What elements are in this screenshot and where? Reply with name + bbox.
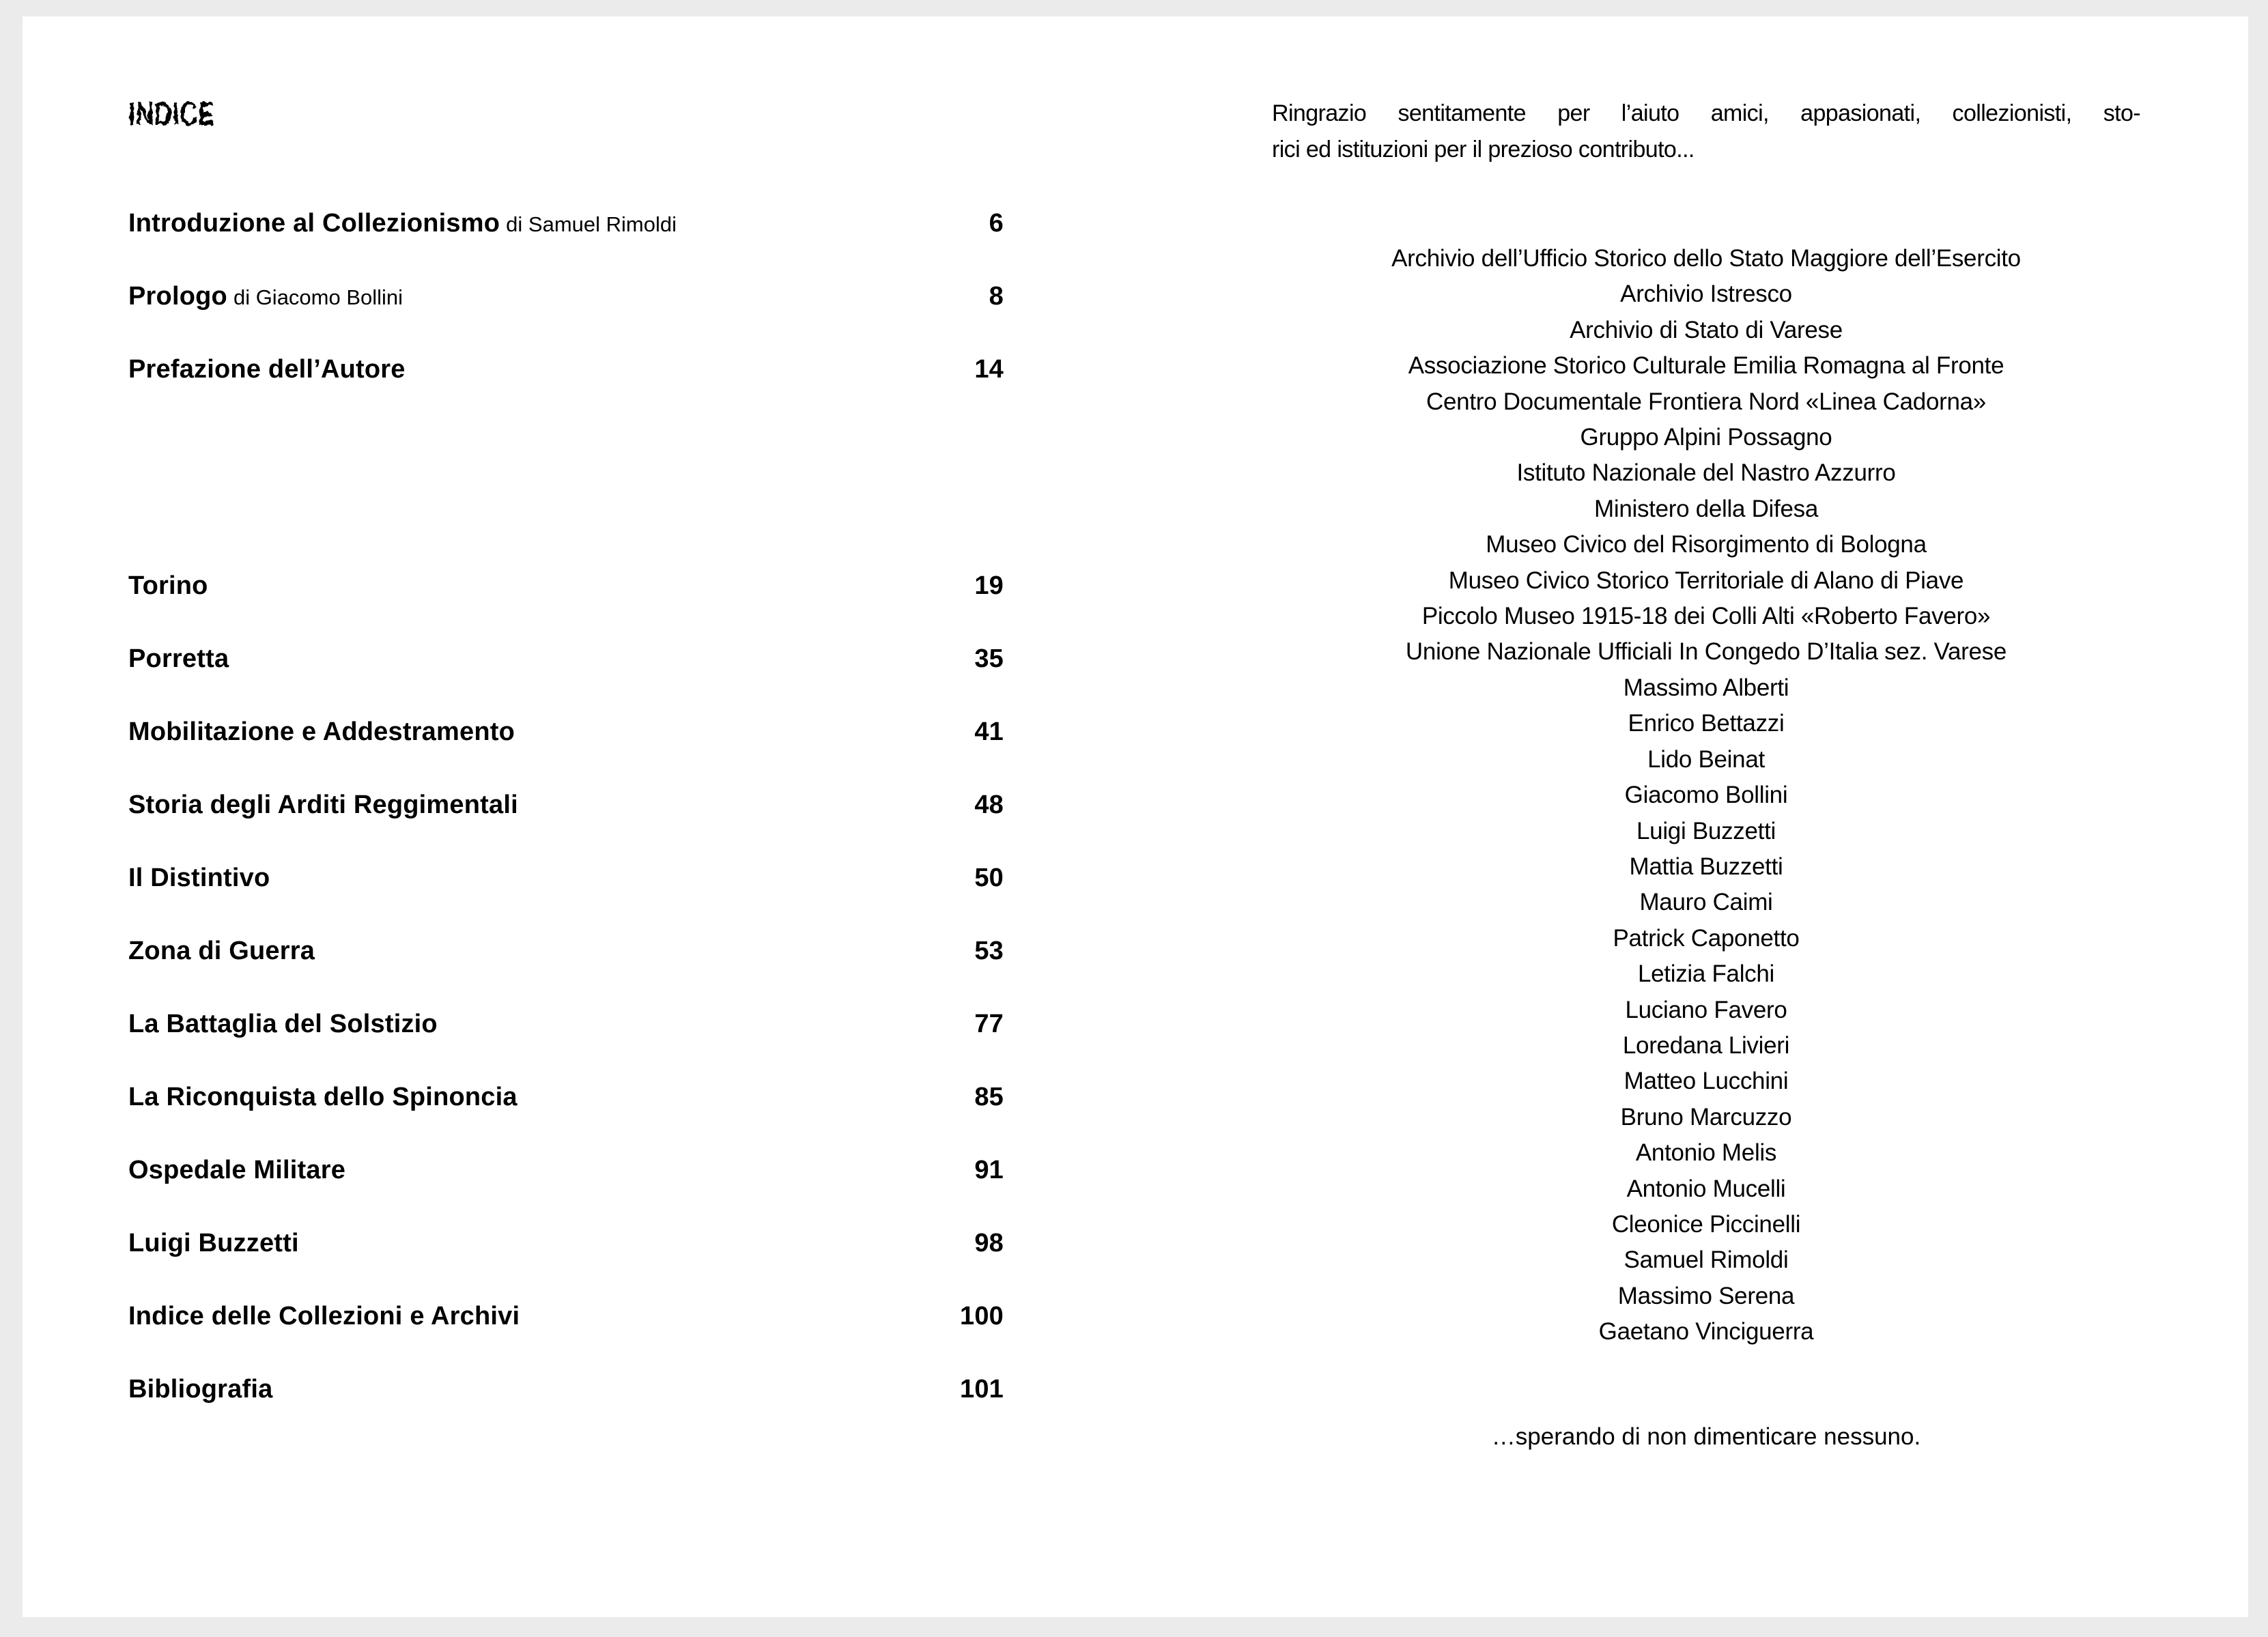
toc-entry-page-number: 19 xyxy=(974,571,1004,600)
acknowledgment-item: Gruppo Alpini Possagno xyxy=(1580,424,1832,451)
toc-entry-title-group xyxy=(128,1303,526,1330)
acknowledgment-item: Associazione Storico Culturale Emilia Romagna al Fronte xyxy=(1408,352,2004,380)
toc-entry xyxy=(128,1230,1004,1257)
toc-entry-page-number: 48 xyxy=(974,791,1004,819)
toc-entry xyxy=(128,1011,1004,1038)
toc-entry-page-number: 100 xyxy=(959,1302,1004,1330)
toc-entry-page-number: 14 xyxy=(974,355,1004,384)
toc-entry-page-number: 8 xyxy=(989,282,1004,311)
toc-entry-title: Indice delle Collezioni e Archivi xyxy=(128,1302,520,1330)
toc-entry-title: Il Distintivo xyxy=(128,864,270,892)
acknowledgment-item: Archivio di Stato di Varese xyxy=(1570,316,1843,343)
acknowledgment-item: Letizia Falchi xyxy=(1637,960,1775,988)
toc-entry-title-group xyxy=(128,1011,444,1038)
toc-entry-title: Mobilitazione e Addestramento xyxy=(128,717,515,746)
index-title xyxy=(123,95,328,156)
acknowledgment-item: Lido Beinat xyxy=(1647,745,1765,773)
acknowledgments-intro-line-1: Ringrazio sentitamente per l’aiuto amici, appasionati, collezionisti, sto- xyxy=(1272,100,2140,126)
acknowledgment-item: Ministero della Difesa xyxy=(1594,495,1818,522)
toc-entry xyxy=(128,283,1004,311)
toc-entry-title: La Riconquista dello Spinoncia xyxy=(128,1083,518,1111)
paper-sheet xyxy=(23,16,2248,1617)
toc-entry-page-number: 77 xyxy=(974,1010,1004,1038)
acknowledgment-item: Enrico Bettazzi xyxy=(1628,710,1785,737)
toc-entry xyxy=(128,646,1004,673)
acknowledgments-intro xyxy=(1272,96,2140,168)
toc-entry xyxy=(128,356,1004,384)
toc-entry xyxy=(128,865,1004,892)
toc-entry-page-number: 98 xyxy=(974,1229,1004,1257)
acknowledgment-item: Massimo Serena xyxy=(1617,1282,1795,1309)
toc-entry-byline: di Samuel Rimoldi xyxy=(506,212,677,236)
table-of-contents xyxy=(128,210,1004,1449)
acknowledgment-item: Mauro Caimi xyxy=(1639,889,1773,916)
acknowledgment-item: Museo Civico del Risorgimento di Bologna xyxy=(1486,531,1927,558)
acknowledgment-item: Bruno Marcuzzo xyxy=(1620,1103,1792,1130)
acknowledgment-item: Patrick Caponetto xyxy=(1613,924,1800,952)
acknowledgment-item: Antonio Mucelli xyxy=(1626,1175,1786,1202)
toc-entry-title: Prefazione dell’Autore xyxy=(128,355,406,384)
acknowledgment-item: Luigi Buzzetti xyxy=(1636,817,1776,844)
acknowledgment-item: Museo Civico Storico Territoriale di Alano di Piave xyxy=(1448,567,1964,594)
toc-entry-title: Bibliografia xyxy=(128,1375,273,1404)
toc-entry-title-group xyxy=(128,865,276,892)
toc-entry-title-group xyxy=(128,1376,279,1404)
toc-entry-title-group xyxy=(128,573,214,600)
toc-entry-title: Luigi Buzzetti xyxy=(128,1229,299,1257)
toc-entry xyxy=(128,719,1004,746)
acknowledgment-item: Giacomo Bollini xyxy=(1624,782,1788,809)
acknowledgment-item: Archivio Istresco xyxy=(1620,281,1792,308)
toc-entry-page-number: 50 xyxy=(974,864,1004,892)
toc-entry xyxy=(128,938,1004,965)
toc-entry-title: Torino xyxy=(128,571,208,600)
toc-entry-byline: di Giacomo Bollini xyxy=(233,285,403,309)
toc-entry xyxy=(128,1376,1004,1404)
toc-entry-title: Porretta xyxy=(128,644,229,673)
index-title-text: INDICE xyxy=(128,96,215,132)
acknowledgment-item: Archivio dell’Ufficio Storico dello Stato Maggiore dell’Esercito xyxy=(1391,245,2021,272)
acknowledgment-item: Unione Nazionale Ufficiali In Congedo D’Italia sez. Varese xyxy=(1405,638,2007,666)
acknowledgment-item: Istituto Nazionale del Nastro Azzurro xyxy=(1516,459,1896,487)
toc-entry-page-number: 85 xyxy=(974,1083,1004,1111)
toc-entry xyxy=(128,573,1004,600)
toc-entry-title: La Battaglia del Solstizio xyxy=(128,1010,438,1038)
toc-entry xyxy=(128,1157,1004,1184)
toc-entry-page-number: 41 xyxy=(974,717,1004,746)
toc-entry-title: Prologo xyxy=(128,282,227,311)
toc-entry-title-group xyxy=(128,1157,352,1184)
toc-entry-title-group xyxy=(128,792,524,819)
acknowledgment-item: Massimo Alberti xyxy=(1623,674,1789,701)
acknowledgment-item: Antonio Melis xyxy=(1635,1139,1777,1167)
toc-entry xyxy=(128,210,1004,238)
toc-entry-title: Ospedale Militare xyxy=(128,1156,346,1184)
toc-entry-title-group xyxy=(128,1084,524,1111)
toc-entry-title-group xyxy=(128,356,412,384)
toc-entry-title-group xyxy=(128,719,521,746)
acknowledgment-item: Mattia Buzzetti xyxy=(1629,853,1783,880)
acknowledgment-item: Luciano Favero xyxy=(1625,996,1787,1023)
toc-entry-page-number: 35 xyxy=(974,644,1004,673)
toc-entry-title-group xyxy=(128,938,321,965)
toc-entry xyxy=(128,1303,1004,1330)
toc-entry-title-group xyxy=(128,646,235,673)
acknowledgments-list xyxy=(1272,241,2140,1350)
acknowledgments-intro-line-2: rici ed istituzioni per il prezioso contributo... xyxy=(1272,137,1695,162)
acknowledgment-item: Loredana Livieri xyxy=(1622,1031,1790,1059)
toc-entry-title: Introduzione al Collezionismo xyxy=(128,209,500,238)
toc-entry-page-number: 6 xyxy=(989,209,1004,238)
toc-entry xyxy=(128,1084,1004,1111)
toc-entry-title-group xyxy=(128,1230,305,1257)
toc-entry-title-group xyxy=(128,210,677,238)
acknowledgment-item: Cleonice Piccinelli xyxy=(1611,1210,1801,1238)
toc-entry-title-group xyxy=(128,283,403,311)
toc-entry-page-number: 53 xyxy=(974,937,1004,965)
toc-entry-page-number: 91 xyxy=(974,1156,1004,1184)
acknowledgment-item: Gaetano Vinciguerra xyxy=(1598,1318,1814,1346)
acknowledgment-item: Piccolo Museo 1915-18 dei Colli Alti «Roberto Favero» xyxy=(1421,603,1991,630)
toc-entry-page-number: 101 xyxy=(959,1375,1004,1404)
toc-entry-title: Storia degli Arditi Reggimentali xyxy=(128,791,518,819)
acknowledgment-item: Samuel Rimoldi xyxy=(1624,1247,1789,1274)
acknowledgment-item: Centro Documentale Frontiera Nord «Linea Cadorna» xyxy=(1426,388,1986,415)
acknowledgment-item: Matteo Lucchini xyxy=(1624,1068,1789,1095)
toc-entry xyxy=(128,792,1004,819)
toc-entry-title: Zona di Guerra xyxy=(128,937,315,965)
acknowledgments-closing: …sperando di non dimenticare nessuno. xyxy=(1491,1423,1921,1450)
